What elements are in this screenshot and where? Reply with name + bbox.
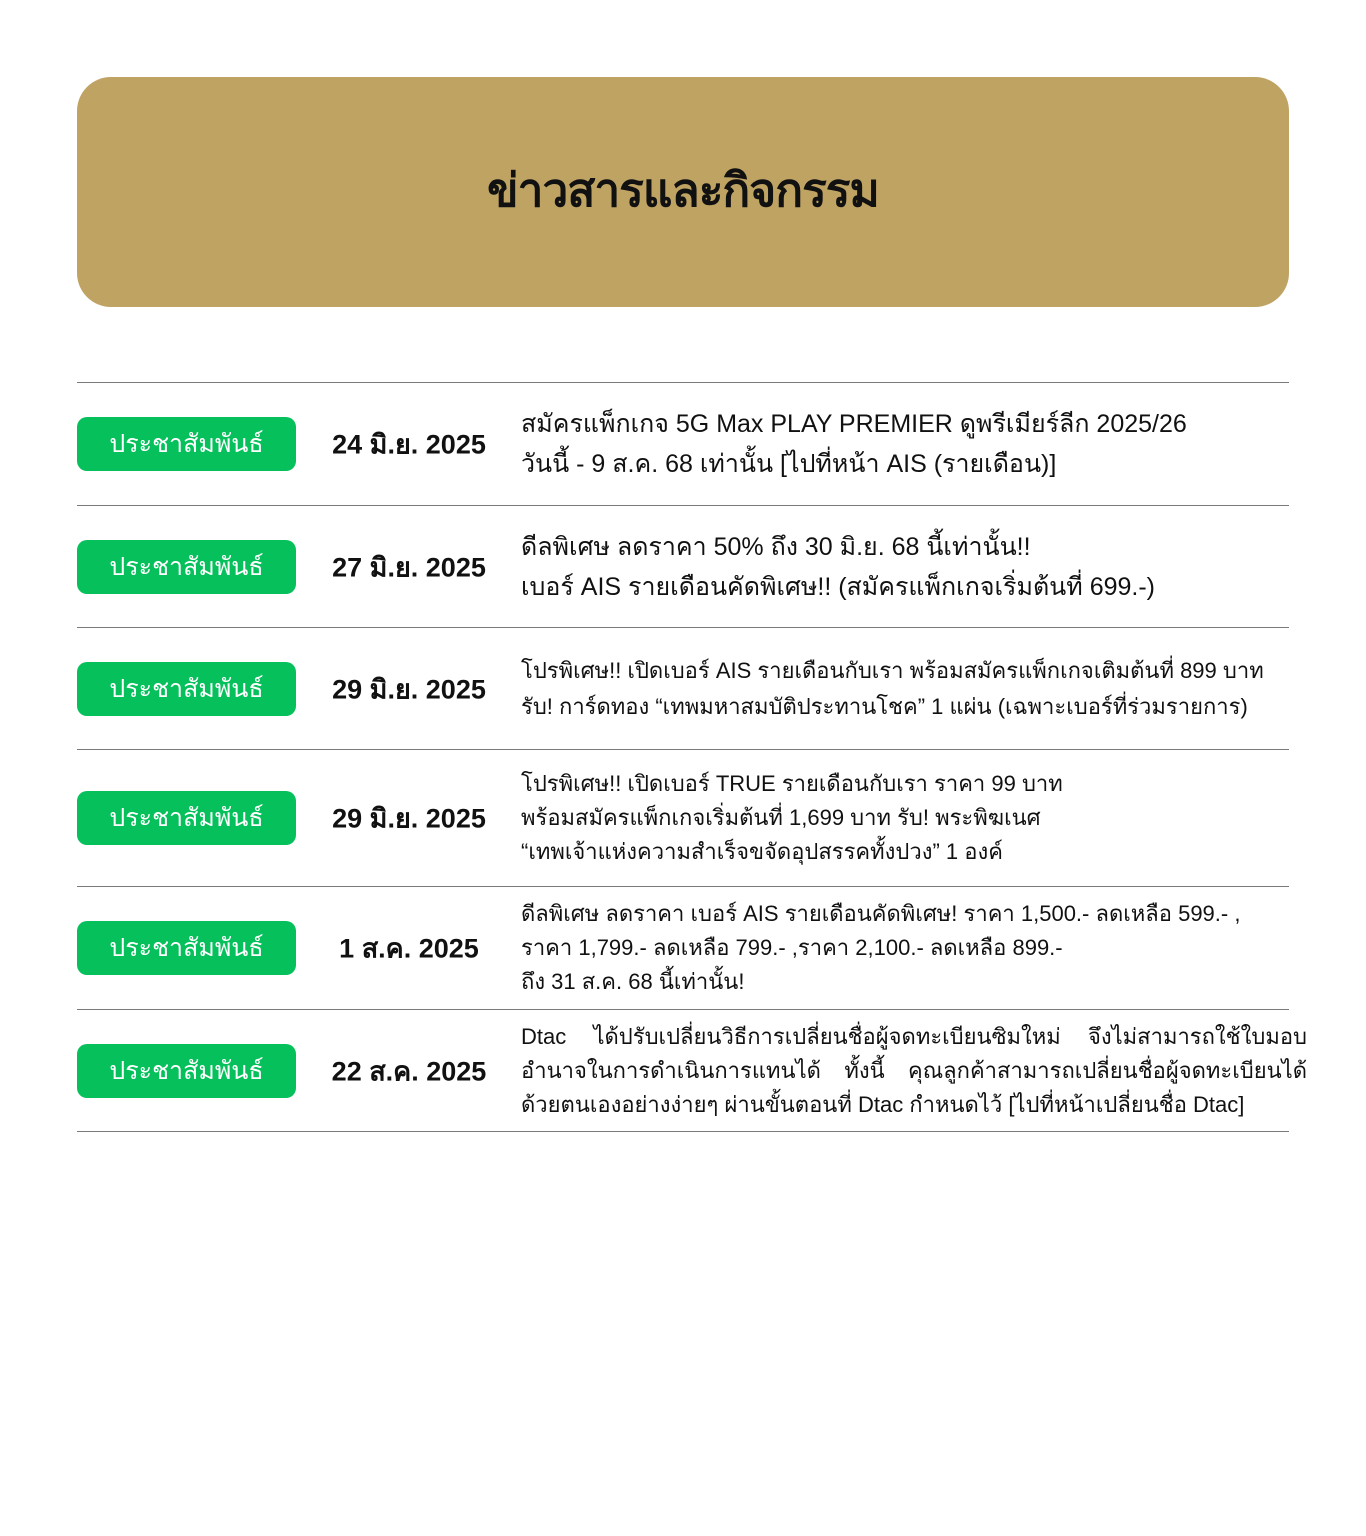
news-line: ดีลพิเศษ ลดราคา 50% ถึง 30 มิ.ย. 68 นี้เท่านั้น!! xyxy=(521,532,1031,561)
news-line: “เทพเจ้าแห่งความสำเร็จขจัดอุปสรรคทั้งปวง” 1 องค์ xyxy=(521,839,1003,864)
news-line: พร้อมสมัครแพ็กเกจเริ่มต้นที่ 1,699 บาท รับ! พระพิฆเนศ xyxy=(521,805,1041,830)
category-badge[interactable]: ประชาสัมพันธ์ xyxy=(77,921,296,975)
news-line: ดีลพิเศษ ลดราคา เบอร์ AIS รายเดือนคัดพิเศษ! ราคา 1,500.- ลดเหลือ 599.- , xyxy=(521,901,1241,926)
news-date: 27 มิ.ย. 2025 xyxy=(332,552,486,582)
news-headline[interactable] xyxy=(521,1020,1329,1122)
news-row xyxy=(77,1010,1307,1132)
news-line: ราคา 1,799.- ลดเหลือ 799.- ,ราคา 2,100.- ลดเหลือ 899.- xyxy=(521,935,1063,960)
news-line: โปรพิเศษ!! เปิดเบอร์ TRUE รายเดือนกับเรา ราคา 99 บาท xyxy=(521,771,1063,796)
news-headline[interactable] xyxy=(521,404,1329,484)
category-badge[interactable]: ประชาสัมพันธ์ xyxy=(77,662,296,716)
news-row xyxy=(77,628,1289,750)
news-row xyxy=(77,750,1289,887)
news-date: 29 มิ.ย. 2025 xyxy=(332,674,486,704)
news-line: สมัครแพ็กเกจ 5G Max PLAY PREMIER ดูพรีเมียร์ลีก 2025/26 xyxy=(521,410,1187,438)
news-row xyxy=(77,887,1289,1010)
news-line: อำนาจในการดำเนินการแทนได้ ทั้งนี้ คุณลูกค้าสามารถเปลี่ยนชื่อผู้จดทะเบียนได้ xyxy=(521,1057,1307,1083)
news-line: ถึง 31 ส.ค. 68 นี้เท่านั้น! xyxy=(521,969,745,994)
news-date: 29 มิ.ย. 2025 xyxy=(332,803,486,834)
news-line: เบอร์ AIS รายเดือนคัดพิเศษ!! (สมัครแพ็กเกจเริ่มต้นที่ 699.-) xyxy=(521,572,1155,601)
news-line: วันนี้ - 9 ส.ค. 68 เท่านั้น [ไปที่หน้า AIS (รายเดือน)] xyxy=(521,450,1057,478)
news-headline[interactable] xyxy=(521,767,1329,869)
news-headline[interactable] xyxy=(521,897,1329,999)
category-badge[interactable]: ประชาสัมพันธ์ xyxy=(77,417,296,471)
news-row xyxy=(77,383,1289,506)
news-date: 24 มิ.ย. 2025 xyxy=(332,429,486,460)
news-headline[interactable] xyxy=(521,653,1329,725)
page-title: ข่าวสารและกิจกรรม xyxy=(487,162,879,217)
news-row xyxy=(77,506,1289,628)
news-line: โปรพิเศษ!! เปิดเบอร์ AIS รายเดือนกับเรา พร้อมสมัครแพ็กเกจเติมต้นที่ 899 บาท xyxy=(521,657,1264,683)
news-headline[interactable] xyxy=(521,527,1329,607)
news-list xyxy=(77,382,1307,1132)
news-date: 22 ส.ค. 2025 xyxy=(331,1056,487,1086)
news-line: ด้วยตนเองอย่างง่ายๆ ผ่านขั้นตอนที่ Dtac กำหนดไว้ [ไปที่หน้าเปลี่ยนชื่อ Dtac] xyxy=(521,1091,1245,1117)
news-date: 1 ส.ค. 2025 xyxy=(339,933,479,964)
category-badge[interactable]: ประชาสัมพันธ์ xyxy=(77,540,296,594)
header-banner xyxy=(77,77,1289,307)
news-line: Dtac ได้ปรับเปลี่ยนวิธีการเปลี่ยนชื่อผู้จดทะเบียนซิมใหม่ จึงไม่สามารถใช้ใบมอบ xyxy=(521,1023,1307,1049)
category-badge[interactable]: ประชาสัมพันธ์ xyxy=(77,1044,296,1098)
news-line: รับ! การ์ดทอง “เทพมหาสมบัติประทานโชค” 1 แผ่น (เฉพาะเบอร์ที่ร่วมรายการ) xyxy=(521,693,1248,719)
category-badge[interactable]: ประชาสัมพันธ์ xyxy=(77,791,296,845)
